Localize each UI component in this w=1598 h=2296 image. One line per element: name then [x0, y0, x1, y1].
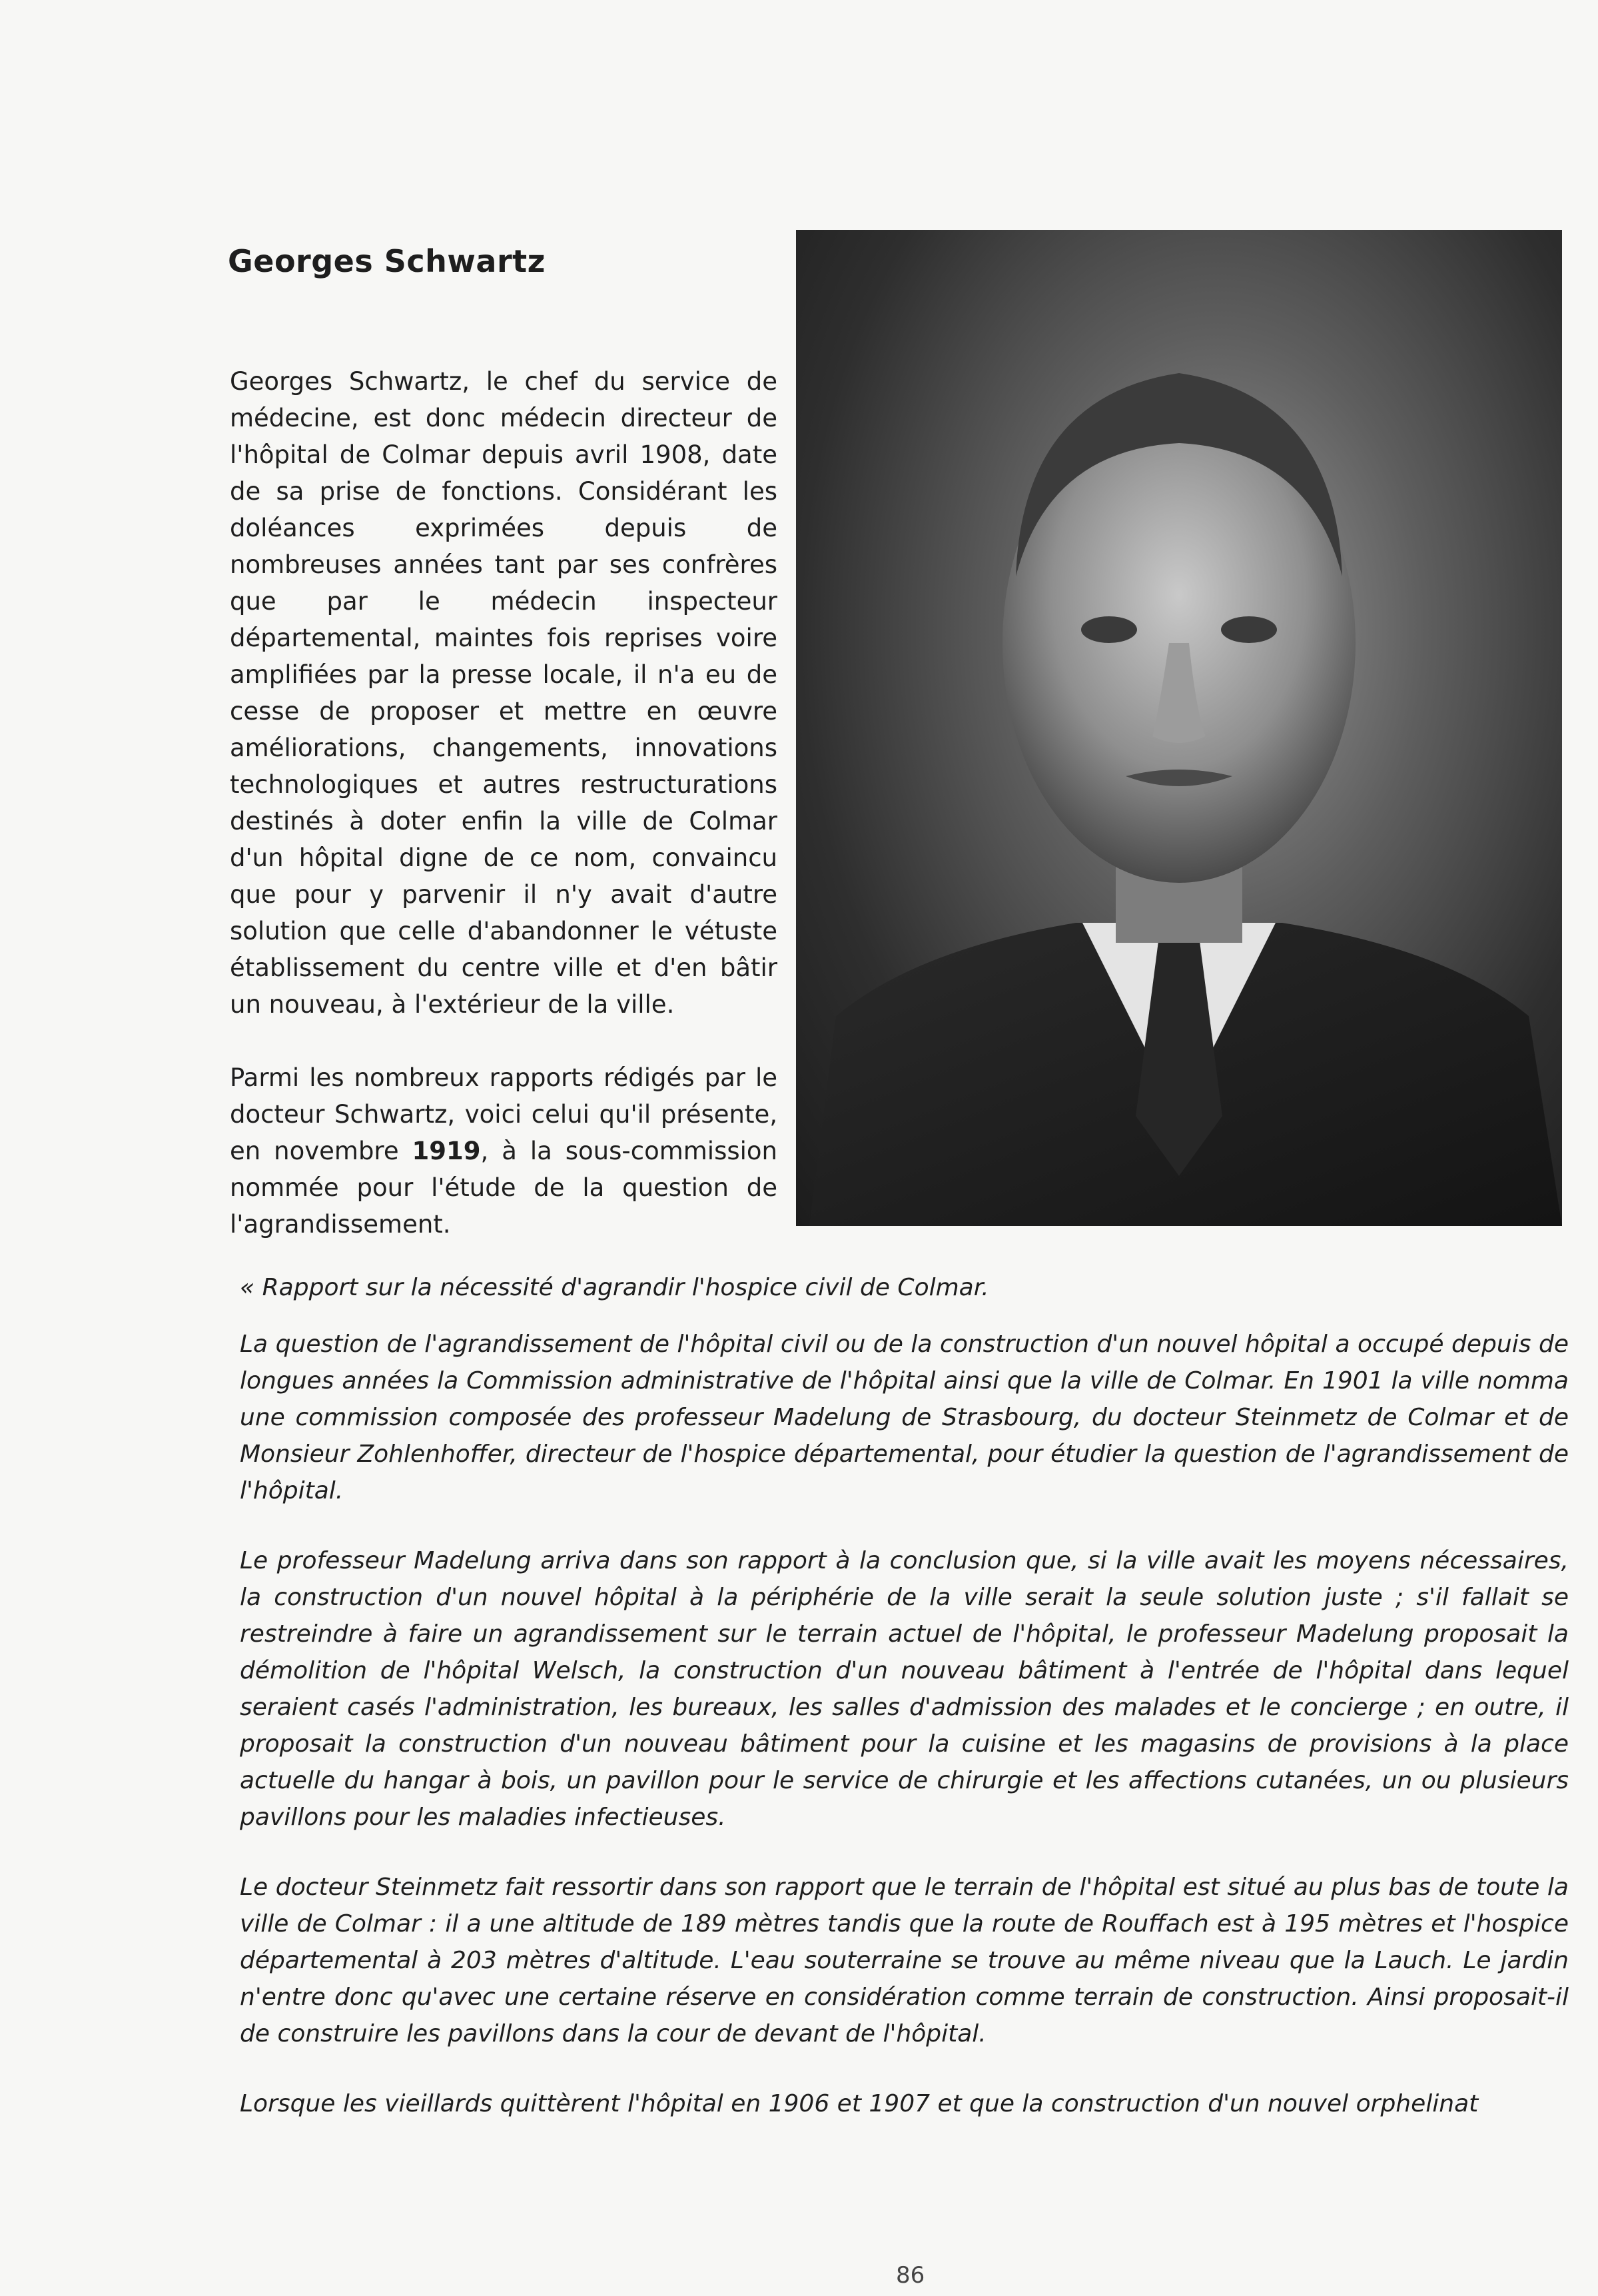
intro-paragraph: Georges Schwartz, le chef du service de médecine, est donc médecin directeur de l'hôpital de Colmar depuis avril 1908, date de sa prise de fonctions. Considérant les doléances exprimées depuis de nombreuses années tant par ses confrères que par le médecin inspecteur départemental, maintes fois reprises voire amplifiées par la presse locale, il n'a eu de cesse de proposer et mettre en œuvre améliorations, changements, innovations technologiques et autres restructurations destinés à doter enfin la ville de Colmar d'un hôpital digne de ce nom, convaincu que pour y parvenir il n'y avait d'autre solution que celle d'abandonner le vétuste établissement du centre ville et d'en bâtir un nouveau, à l'extérieur de la ville.: [230, 367, 777, 1019]
page-number: 86: [896, 2262, 925, 2289]
quote-paragraph: Lorsque les vieillards quittèrent l'hôpital en 1906 et 1907 et que la construction d'un nouvel orphelinat: [240, 2090, 1479, 2117]
quote-title: « Rapport sur la nécessité d'agrandir l'hospice civil de Colmar.: [240, 1274, 989, 1301]
quote-paragraph: Le docteur Steinmetz fait ressortir dans son rapport que le terrain de l'hôpital est situé au plus bas de toute la ville de Colmar : il a une altitude de 189 mètres tandis que la route de Rouffach est à 195 mètres et l'hospice départemental à 203 mètres d'altitude. L'eau souterraine se trouve au même niveau que la Lauch. Le jardin n'entre donc qu'avec une certaine réserve en considération comme terrain de construction. Ainsi proposait-il de construire les pavillons dans la cour de devant de l'hôpital.: [240, 1874, 1569, 2047]
intro-column: [230, 363, 777, 1279]
report-year: 1919: [412, 1137, 481, 1165]
report-intro-after: , à la sous-commission nommée pour l'étude de la question de l'agrandissement.: [230, 1137, 777, 1239]
report-intro-paragraph: [230, 1059, 777, 1243]
portrait-illustration: [796, 230, 1562, 1226]
quote-paragraph: Le professeur Madelung arriva dans son rapport à la conclusion que, si la ville avait les moyens nécessaires, la construction d'un nouvel hôpital à la périphérie de la ville serait la seule solution juste ; s'il fallait se restreindre à faire un agrandissement sur le terrain actuel de l'hôpital, le professeur Madelung proposait la démolition de l'hôpital Welsch, la construction d'un nouveau bâtiment à l'entrée de l'hôpital dans lequel seraient casés l'administration, les bureaux, les salles d'admission des malades et le concierge ; en outre, il proposait la construction d'un nouveau bâtiment pour la cuisine et les magasins de provisions à la place actuelle du hangar à bois, un pavillon pour le service de chirurgie et les affections cutanées, un ou plusieurs pavillons pour les maladies infectieuses.: [240, 1547, 1569, 1831]
portrait-photo: [796, 230, 1562, 1226]
report-intro-before: Parmi les nombreux rapports rédigés par le docteur Schwartz, voici celui qu'il présente, en novembre: [230, 1063, 777, 1165]
article-title: Georges Schwartz: [228, 243, 546, 279]
report-quote: [240, 1269, 1569, 2155]
quote-paragraph: La question de l'agrandissement de l'hôpital civil ou de la construction d'un nouvel hôpital a occupé depuis de longues années la Commission administrative de l'hôpital ainsi que la ville de Colmar. En 1901 la ville nomma une commission composée des professeur Madelung de Strasbourg, du docteur Steinmetz de Colmar et de Monsieur Zohlenhoffer, directeur de l'hospice départemental, pour étudier la question de l'agrandissement de l'hôpital.: [240, 1331, 1569, 1504]
